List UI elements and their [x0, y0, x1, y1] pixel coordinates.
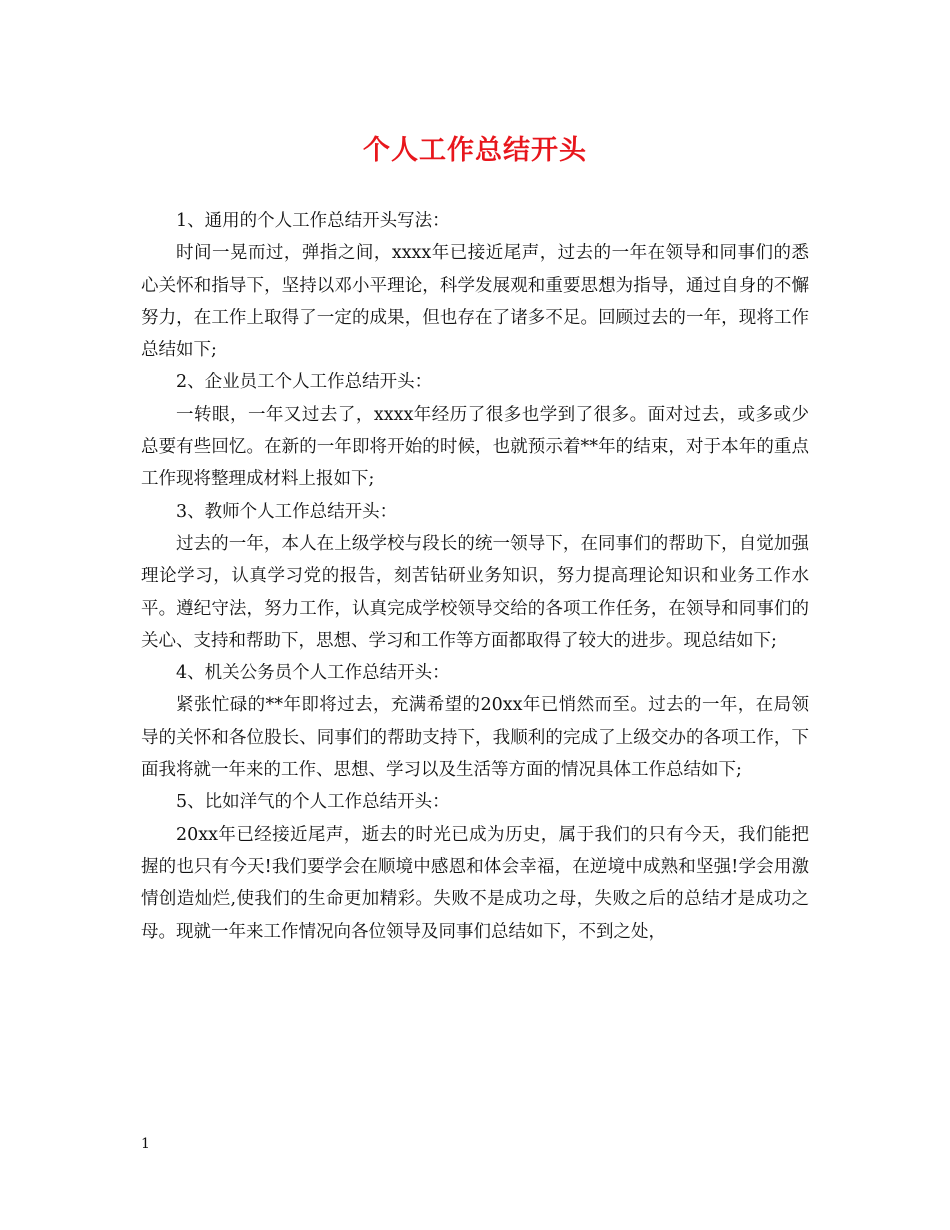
section-heading-1: 1、通用的个人工作总结开头写法：	[176, 211, 450, 231]
body-paragraph-1: 时间一晃而过，弹指之间，xxxx年已接近尾声，过去的一年在领导和同事们的悉心关怀和指导下，坚持以邓小平理论，科学发展观和重要思想为指导，通过自身的不懈努力，在工作上取得了一定的成果，但也存在了诸多不足。回顾过去的一年，现将工作总结如下;	[141, 243, 809, 361]
section-heading-5: 5、比如洋气的个人工作总结开头：	[176, 792, 450, 813]
document-body	[141, 205, 809, 948]
section-heading-2: 2、企业员工个人工作总结开头：	[176, 372, 433, 393]
document-title: 个人工作总结开头	[363, 135, 587, 166]
section-heading-3: 3、教师个人工作总结开头：	[176, 501, 398, 522]
body-paragraph-2: 一转眼，一年又过去了，xxxx年经历了很多也学到了很多。面对过去，或多或少总要有些回忆。在新的一年即将开始的时候，也就预示着**年的结束，对于本年的重点工作现将整理成材料上报如下;	[141, 404, 809, 490]
page-number: 1	[141, 1136, 150, 1152]
section-heading-4: 4、机关公务员个人工作总结开头：	[176, 663, 450, 684]
body-paragraph-5: 20xx年已经接近尾声，逝去的时光已成为历史，属于我们的只有今天，我们能把握的也只有今天!我们要学会在顺境中感恩和体会幸福，在逆境中成熟和坚强!学会用激情创造灿烂,使我们的生命更加精彩。失败不是成功之母，失败之后的总结才是成功之母。现就一年来工作情况向各位领导及同事们总结如下，不到之处，	[141, 824, 809, 942]
body-paragraph-4: 紧张忙碌的**年即将过去，充满希望的20xx年已悄然而至。过去的一年，在局领导的关怀和各位股长、同事们的帮助支持下，我顺利的完成了上级交办的各项工作，下面我将就一年来的工作、思想、学习以及生活等方面的情况具体工作总结如下;	[141, 695, 809, 781]
body-paragraph-3: 过去的一年，本人在上级学校与段长的统一领导下，在同事们的帮助下，自觉加强理论学习，认真学习党的报告，刻苦钻研业务知识，努力提高理论知识和业务工作水平。遵纪守法，努力工作，认真完成学校领导交给的各项工作任务，在领导和同事们的关心、支持和帮助下，思想、学习和工作等方面都取得了较大的进步。现总结如下;	[141, 533, 809, 651]
